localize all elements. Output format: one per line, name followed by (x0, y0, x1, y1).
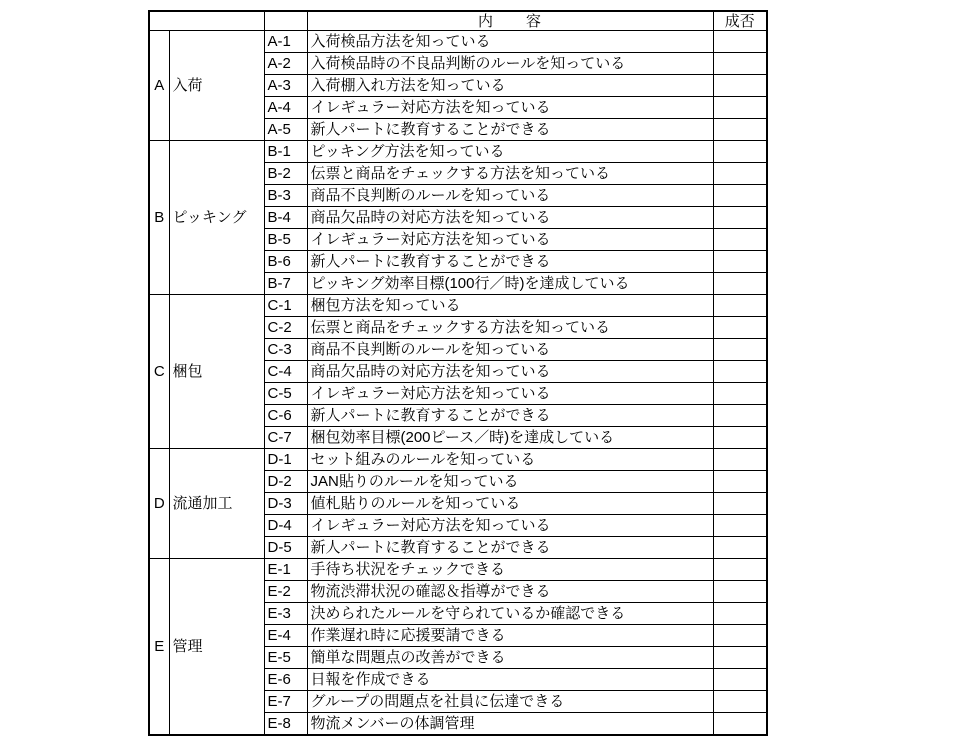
item-text: 新人パートに教育することができる (307, 119, 713, 141)
section-category: 梱包 (169, 295, 264, 449)
item-text: 手待ち状況をチェックできる (307, 559, 713, 581)
item-text: イレギュラー対応方法を知っている (307, 383, 713, 405)
item-code: E-4 (264, 625, 307, 647)
item-code: C-2 (264, 317, 307, 339)
item-code: D-5 (264, 537, 307, 559)
result-cell[interactable] (713, 295, 767, 317)
result-cell[interactable] (713, 207, 767, 229)
item-code: B-4 (264, 207, 307, 229)
result-cell[interactable] (713, 515, 767, 537)
result-cell[interactable] (713, 141, 767, 163)
section-letter: C (149, 295, 169, 449)
section-category: 流通加工 (169, 449, 264, 559)
table-row (149, 295, 767, 317)
item-text: 梱包効率目標(200ピース／時)を達成している (307, 427, 713, 449)
item-code: D-3 (264, 493, 307, 515)
item-code: B-1 (264, 141, 307, 163)
item-text: 新人パートに教育することができる (307, 537, 713, 559)
result-cell[interactable] (713, 713, 767, 736)
item-text: セット組みのルールを知っている (307, 449, 713, 471)
item-code: E-7 (264, 691, 307, 713)
result-cell[interactable] (713, 537, 767, 559)
section-letter: B (149, 141, 169, 295)
table-row (149, 449, 767, 471)
result-cell[interactable] (713, 361, 767, 383)
result-cell[interactable] (713, 273, 767, 295)
item-text: 簡単な問題点の改善ができる (307, 647, 713, 669)
item-code: A-3 (264, 75, 307, 97)
result-cell[interactable] (713, 31, 767, 53)
item-text: 決められたルールを守られているか確認できる (307, 603, 713, 625)
item-text: 商品欠品時の対応方法を知っている (307, 361, 713, 383)
item-text: 日報を作成できる (307, 669, 713, 691)
section-letter: D (149, 449, 169, 559)
item-text: ピッキング効率目標(100行／時)を達成している (307, 273, 713, 295)
result-cell[interactable] (713, 97, 767, 119)
item-code: D-1 (264, 449, 307, 471)
result-cell[interactable] (713, 625, 767, 647)
item-code: D-2 (264, 471, 307, 493)
item-text: JAN貼りのルールを知っている (307, 471, 713, 493)
item-code: C-7 (264, 427, 307, 449)
header-code-blank (264, 11, 307, 31)
header-result-label: 成否 (713, 11, 767, 31)
item-text: 新人パートに教育することができる (307, 405, 713, 427)
result-cell[interactable] (713, 317, 767, 339)
section-category: 入荷 (169, 31, 264, 141)
item-text: 商品欠品時の対応方法を知っている (307, 207, 713, 229)
item-code: B-7 (264, 273, 307, 295)
result-cell[interactable] (713, 427, 767, 449)
result-cell[interactable] (713, 647, 767, 669)
header-section-blank (149, 11, 264, 31)
result-cell[interactable] (713, 471, 767, 493)
item-code: A-4 (264, 97, 307, 119)
item-code: A-1 (264, 31, 307, 53)
result-cell[interactable] (713, 75, 767, 97)
section-category: ピッキング (169, 141, 264, 295)
section-category: 管理 (169, 559, 264, 736)
table-row (149, 141, 767, 163)
section-letter: E (149, 559, 169, 736)
item-text: 新人パートに教育することができる (307, 251, 713, 273)
result-cell[interactable] (713, 53, 767, 75)
result-cell[interactable] (713, 581, 767, 603)
item-text: 作業遅れ時に応援要請できる (307, 625, 713, 647)
item-text: 入荷検品時の不良品判断のルールを知っている (307, 53, 713, 75)
item-text: 値札貼りのルールを知っている (307, 493, 713, 515)
table-body (149, 31, 767, 736)
result-cell[interactable] (713, 691, 767, 713)
result-cell[interactable] (713, 405, 767, 427)
result-cell[interactable] (713, 603, 767, 625)
skill-checklist-table (148, 10, 768, 736)
result-cell[interactable] (713, 119, 767, 141)
header-row (149, 11, 767, 31)
item-code: A-5 (264, 119, 307, 141)
result-cell[interactable] (713, 449, 767, 471)
result-cell[interactable] (713, 251, 767, 273)
item-text: 入荷棚入れ方法を知っている (307, 75, 713, 97)
item-text: 物流渋滞状況の確認＆指導ができる (307, 581, 713, 603)
item-code: C-3 (264, 339, 307, 361)
item-text: ピッキング方法を知っている (307, 141, 713, 163)
item-code: C-1 (264, 295, 307, 317)
table-row (149, 559, 767, 581)
result-cell[interactable] (713, 229, 767, 251)
item-text: 商品不良判断のルールを知っている (307, 339, 713, 361)
result-cell[interactable] (713, 339, 767, 361)
item-text: グループの問題点を社員に伝達できる (307, 691, 713, 713)
item-code: B-3 (264, 185, 307, 207)
item-code: B-5 (264, 229, 307, 251)
item-text: 商品不良判断のルールを知っている (307, 185, 713, 207)
item-code: C-4 (264, 361, 307, 383)
result-cell[interactable] (713, 383, 767, 405)
item-code: E-5 (264, 647, 307, 669)
item-text: 物流メンバーの体調管理 (307, 713, 713, 736)
item-text: イレギュラー対応方法を知っている (307, 229, 713, 251)
item-text: 伝票と商品をチェックする方法を知っている (307, 317, 713, 339)
item-text: 伝票と商品をチェックする方法を知っている (307, 163, 713, 185)
item-text: 梱包方法を知っている (307, 295, 713, 317)
item-text: イレギュラー対応方法を知っている (307, 515, 713, 537)
item-code: C-6 (264, 405, 307, 427)
item-code: B-6 (264, 251, 307, 273)
result-cell[interactable] (713, 669, 767, 691)
result-cell[interactable] (713, 559, 767, 581)
item-code: D-4 (264, 515, 307, 537)
table-row (149, 31, 767, 53)
item-code: E-2 (264, 581, 307, 603)
item-code: E-6 (264, 669, 307, 691)
result-cell[interactable] (713, 493, 767, 515)
item-text: イレギュラー対応方法を知っている (307, 97, 713, 119)
item-code: E-3 (264, 603, 307, 625)
item-code: A-2 (264, 53, 307, 75)
item-code: E-1 (264, 559, 307, 581)
item-code: B-2 (264, 163, 307, 185)
result-cell[interactable] (713, 185, 767, 207)
item-code: E-8 (264, 713, 307, 736)
result-cell[interactable] (713, 163, 767, 185)
header-content-label: 内 容 (307, 11, 713, 31)
item-code: C-5 (264, 383, 307, 405)
section-letter: A (149, 31, 169, 141)
item-text: 入荷検品方法を知っている (307, 31, 713, 53)
